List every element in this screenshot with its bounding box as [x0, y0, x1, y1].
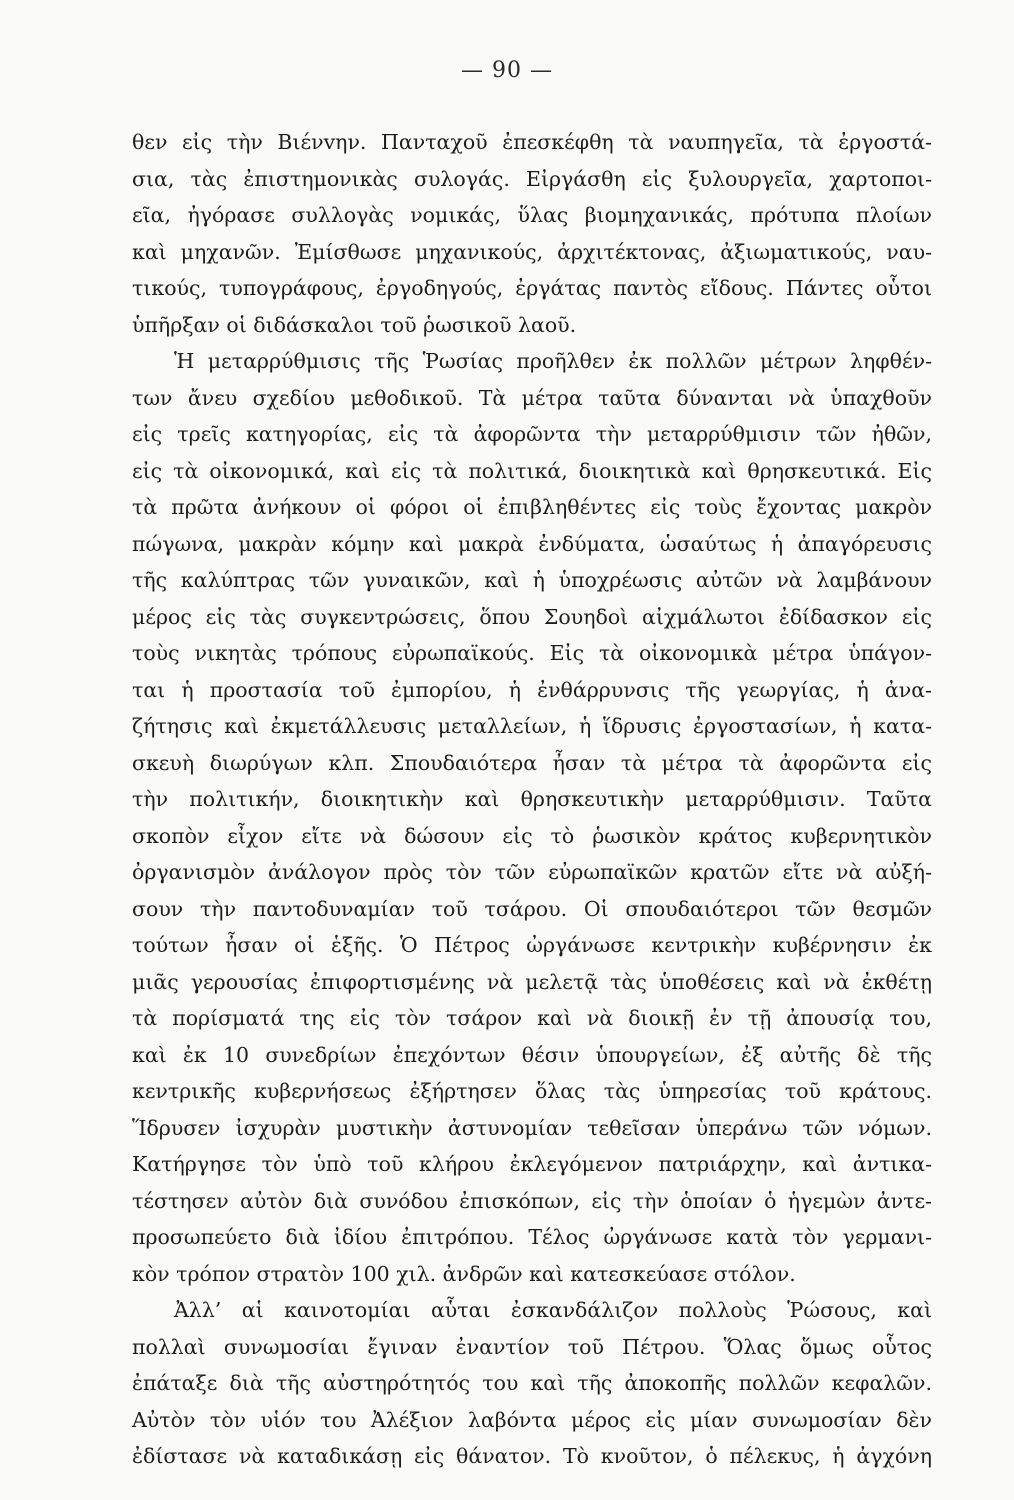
text-line: καὶ μηχανῶν. Ἐμίσθωσε μηχανικούς, ἀρχιτέκτονας, ἀξιωματικούς, ναυ-	[132, 239, 932, 264]
text-line: εἰς τὰ οἰκονομικά, καὶ εἰς τὰ πολιτικά, διοικητικὰ καὶ θρησκευτικά. Εἰς	[132, 458, 932, 483]
text-line: ὀργανισμὸν ἀνάλογον πρὸς τὸν τῶν εὐρωπαϊκῶν κρατῶν εἴτε νὰ αὐξή-	[132, 860, 932, 884]
text-line: τούτων ἦσαν οἱ ἑξῆς. Ὁ Πέτρος ὠργάνωσε κεντρικὴν κυβέρνησιν ἐκ	[132, 933, 932, 957]
text-line: Ἵδρυσεν ἰσχυρὰν μυστικὴν ἀστυνομίαν τεθεῖσαν ὑπεράνω τῶν νόμων.	[132, 1115, 932, 1140]
text-line: τὰ πορίσματά της εἰς τὸν τσάρον καὶ νὰ διοικῇ ἐν τῇ ἀπουσίᾳ του,	[132, 1006, 932, 1030]
text-line: ὑπῆρξαν οἱ διδάσκαλοι τοῦ ῥωσικοῦ λαοῦ.	[132, 312, 577, 337]
text-line: Ἀλλ’ αἱ καινοτομίαι αὗται ἐσκανδάλιζον πολλοὺς Ῥώσους, καὶ	[174, 1298, 932, 1322]
text-line: τοὺς νικητὰς τρόπους εὐρωπαϊκούς. Εἰς τὰ οἰκονομικὰ μέτρα ὑπάγον-	[132, 641, 932, 665]
text-line: Κατήργησε τὸν ὑπὸ τοῦ κλήρου ἐκλεγόμενον πατριάρχην, καὶ ἀντικα-	[132, 1152, 932, 1176]
text-line: πολλαὶ συνωμοσίαι ἔγιναν ἐναντίον τοῦ Πέτρου. Ὅλας ὅμως οὗτος	[132, 1334, 932, 1359]
text-line: σια, τὰς ἐπιστημονικὰς συλογάς. Εἰργάσθη εἰς ξυλουργεῖα, χαρτοποι-	[132, 166, 932, 191]
text-line: θεν εἰς τὴν Βιένvην. Πανταχοῦ ἐπεσκέφθη τὰ ναυπηγεῖα, τὰ ἐργοστά-	[132, 130, 932, 154]
text-line: ἐπάταξε διὰ τῆς αὐστηρότητός του καὶ τῆς ἀποκοπῆς πολλῶν κεφαλῶν.	[132, 1371, 932, 1395]
text-line: μέρος εἰς τὰς συγκεντρώσεις, ὅπου Σουηδοὶ αἰχμάλωτοι ἐδίδασκον εἰς	[132, 604, 932, 629]
text-line: προσωπεύετο διὰ ἰδίου ἐπιτρόπου. Τέλος ὠργάνωσε κατὰ τὸν γερμανι-	[132, 1225, 932, 1249]
text-line: Αὐτὸν τὸν υἱόν του Ἀλέξιον λαβόντα μέρος εἰς μίαν συνωμοσίαν δὲν	[132, 1407, 932, 1432]
text-line: ται ἡ προστασία τοῦ ἐμπορίου, ἡ ἐνθάρρυνσις τῆς γεωργίας, ἡ ἀνα-	[132, 677, 932, 702]
text-line: των ἄνευ σχεδίου μεθοδικοῦ. Τὰ μέτρα ταῦτα δύνανται νὰ ὑπαχθοῦν	[132, 385, 932, 410]
text-line: σκευὴ διωρύγων κλπ. Σπουδαιότερα ἦσαν τὰ μέτρα τὰ ἀφορῶντα εἰς	[132, 750, 932, 775]
text-line: καὶ ἐκ 10 συνεδρίων ἐπεχόντων θέσιν ὑπουργείων, ἐξ αὐτῆς δὲ τῆς	[132, 1042, 932, 1067]
text-line: τῆς καλύπτρας τῶν γυναικῶν, καὶ ἡ ὑποχρέωσις αὐτῶν νὰ λαμβάνουν	[132, 568, 932, 592]
text-line: σκοπὸν εἶχον εἴτε νὰ δώσουν εἰς τὸ ῥωσικὸν κράτος κυβερνητικὸν	[132, 823, 932, 848]
text-line: τέστησεν αὐτὸν διὰ συνόδου ἐπισκόπων, εἰς τὴν ὁποίαν ὁ ἡγεμὼν ἀντε-	[132, 1188, 932, 1213]
text-line: τὴν πολιτικήν, διοικητικὴν καὶ θρησκευτικὴν μεταρρύθμισιν. Ταῦτα	[132, 787, 932, 811]
page-number: — 90 —	[461, 58, 553, 83]
text-line: ζήτησις καὶ ἐκμετάλλευσις μεταλλείων, ἡ ἵδρυσις ἐργοστασίων, ἡ κατα-	[132, 714, 932, 738]
text-line: κὸν τρόπον στρατὸν 100 χιλ. ἀνδρῶν καὶ κατεσκεύασε στόλον.	[132, 1261, 796, 1286]
text-line: Ἡ μεταρρύθμισις τῆς Ῥωσίας προῆλθεν ἐκ πολλῶν μέτρων ληφθέν-	[174, 349, 932, 373]
text-line: κεντρικῆς κυβερνήσεως ἐξήρτησεν ὅλας τὰς ὑπηρεσίας τοῦ κράτους.	[132, 1079, 932, 1103]
text-line: σουν τὴν παντοδυναμίαν τοῦ τσάρου. Οἱ σπουδαιότεροι τῶν θεσμῶν	[132, 896, 932, 921]
body-text	[132, 124, 932, 1475]
text-line: μιᾶς γερουσίας ἐπιφορτισμένης νὰ μελετᾷ τὰς ὑποθέσεις καὶ νὰ ἐκθέτῃ	[132, 969, 932, 994]
text-line: τικούς, τυπογράφους, ἐργοδηγούς, ἐργάτας παντὸς εἴδους. Πάντες οὗτοι	[132, 276, 932, 300]
text-line: εἰς τρεῖς κατηγορίας, εἰς τὰ ἀφορῶντα τὴν μεταρρύθμισιν τῶν ἠθῶν,	[132, 422, 932, 446]
text-line: τὰ πρῶτα ἀνήκουν οἱ φόροι οἱ ἐπιβληθέντες εἰς τοὺς ἔχοντας μακρὸν	[132, 495, 932, 519]
text-line: ἐδίστασε νὰ καταδικάσῃ εἰς θάνατον. Τὸ κνοῦτον, ὁ πέλεκυς, ἡ ἀγχόνη	[132, 1444, 932, 1468]
text-line: εῖα, ἠγόρασε συλλογὰς νομικάς, ὕλας βιομηχανικάς, πρότυπα πλοίων	[132, 203, 932, 227]
text-line: πώγωνα, μακρὰν κόμην καὶ μακρὰ ἐνδύματα, ὡσαύτως ἡ ἀπαγόρευσις	[132, 531, 932, 556]
